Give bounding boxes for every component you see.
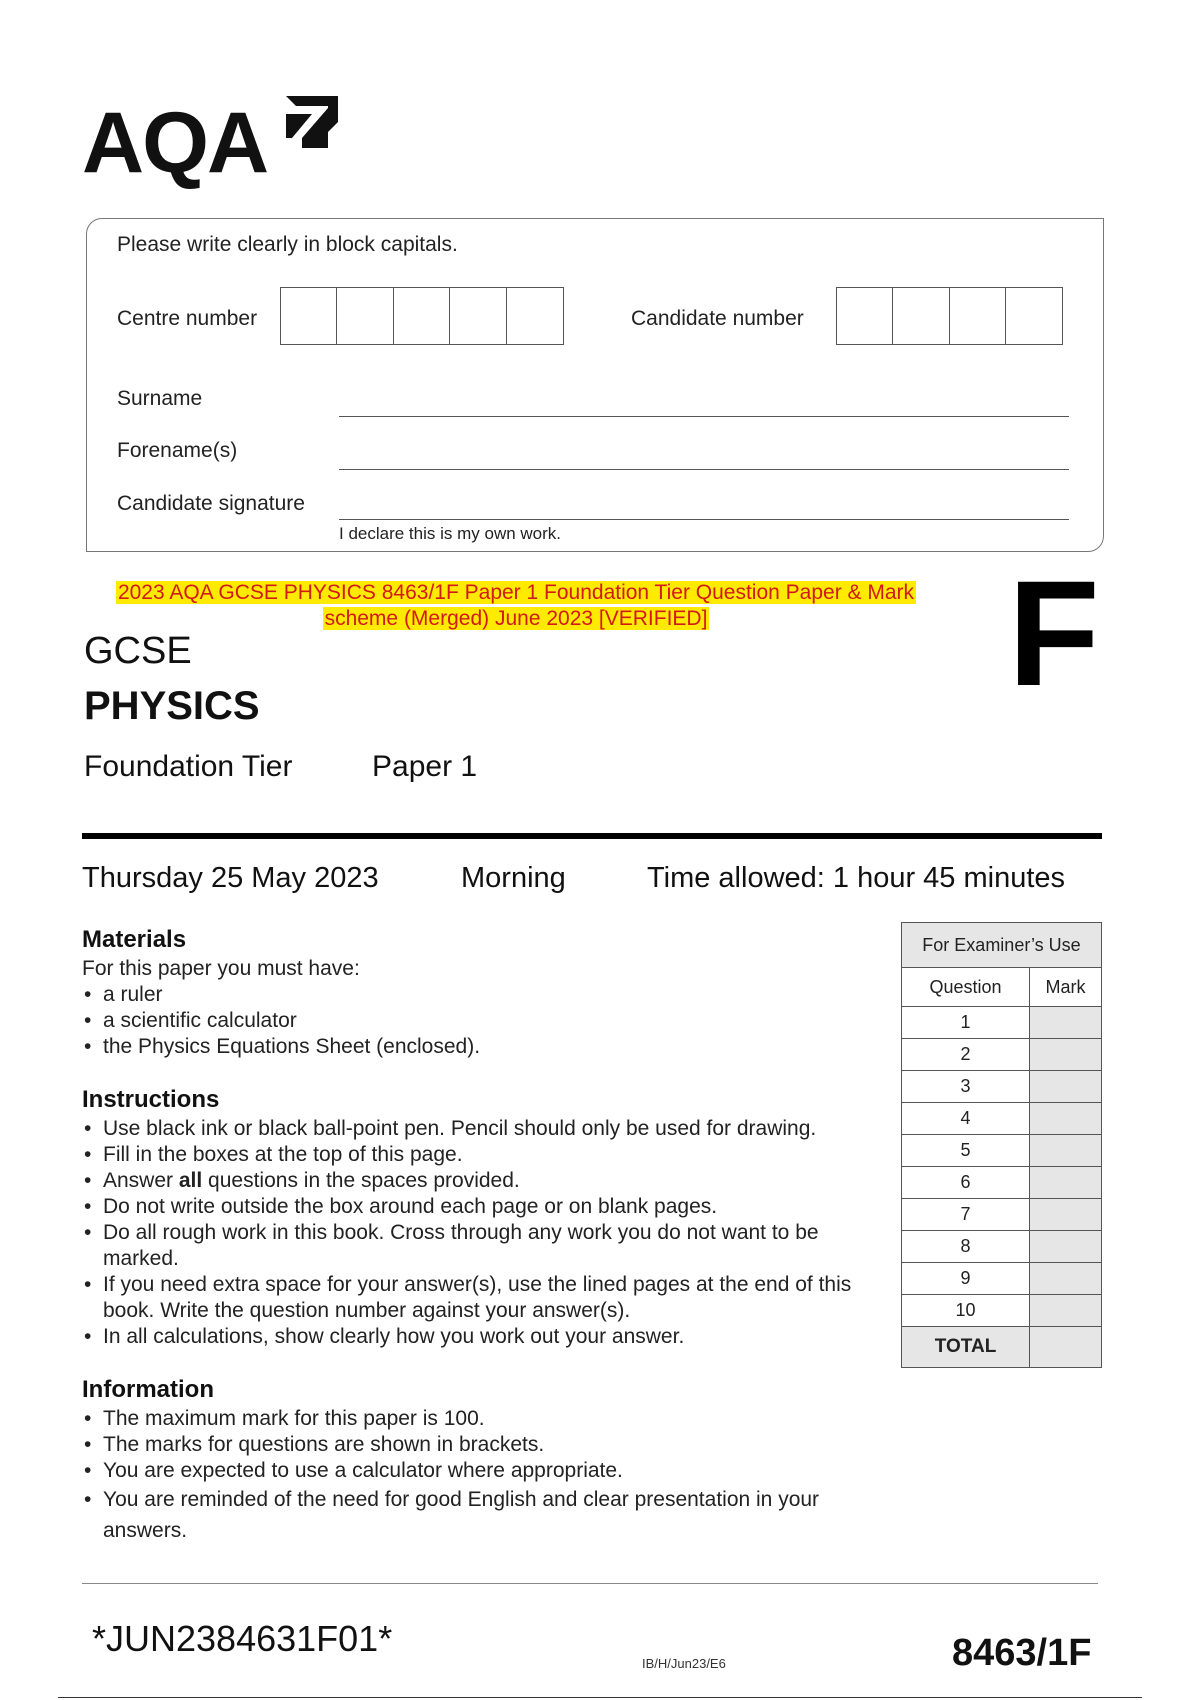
table-row [902, 1007, 1102, 1039]
candidate-digit-box[interactable] [949, 287, 1007, 345]
question-number: 7 [902, 1199, 1030, 1231]
question-number: 5 [902, 1135, 1030, 1167]
table-row [902, 1295, 1102, 1327]
centre-digit-box[interactable] [393, 287, 451, 345]
examiner-use-table [901, 922, 1102, 1368]
question-number: 9 [902, 1263, 1030, 1295]
aqa-flag-icon [282, 92, 342, 152]
candidate-digit-box[interactable] [1005, 287, 1063, 345]
table-row [902, 1135, 1102, 1167]
materials-intro: For this paper you must have: [82, 957, 360, 980]
declaration-text: I declare this is my own work. [339, 524, 562, 543]
examiner-table-title: For Examiner’s Use [902, 923, 1102, 968]
total-row [902, 1327, 1102, 1368]
candidate-details-box [86, 218, 1104, 552]
list-item: • You are reminded of the need for good English and clear presentation in your answers. [103, 1484, 823, 1546]
forename-field[interactable] [339, 469, 1069, 470]
instructions-list [82, 1116, 872, 1350]
total-label: TOTAL [902, 1327, 1030, 1368]
materials-heading: Materials [82, 926, 187, 953]
list-item: • Do all rough work in this book. Cross through any work you do not want to be marked. [103, 1220, 823, 1272]
mark-cell [1030, 1007, 1102, 1039]
barcode-text: *JUN2384631F01* [92, 1618, 393, 1659]
signature-label: Candidate signature [117, 492, 305, 515]
list-item: • a scientific calculator [103, 1008, 882, 1034]
centre-digit-box[interactable] [449, 287, 507, 345]
list-item: • a ruler [103, 982, 882, 1008]
information-list [82, 1406, 852, 1546]
tier-name: Foundation Tier [84, 750, 293, 783]
highlighted-title [86, 580, 946, 632]
mark-cell [1030, 1295, 1102, 1327]
mark-column-header: Mark [1030, 968, 1102, 1007]
aqa-logo [82, 88, 352, 198]
exam-date: Thursday 25 May 2023 [82, 862, 379, 894]
centre-digit-box[interactable] [336, 287, 394, 345]
centre-digit-box[interactable] [280, 287, 338, 345]
question-number: 10 [902, 1295, 1030, 1327]
information-heading: Information [82, 1376, 214, 1403]
candidate-number-label: Candidate number [631, 307, 804, 330]
list-item: • The marks for questions are shown in brackets. [103, 1432, 852, 1458]
surname-label: Surname [117, 387, 203, 410]
logo-text: AQA [82, 95, 268, 191]
candidate-digit-box[interactable] [836, 287, 894, 345]
table-row [902, 1263, 1102, 1295]
time-allowed: Time allowed: 1 hour 45 minutes [647, 862, 1066, 894]
mark-cell [1030, 1103, 1102, 1135]
mark-cell [1030, 1199, 1102, 1231]
list-item: • If you need extra space for your answer(s), use the lined pages at the end of this book. Write the question number against your answer(s). [103, 1272, 863, 1324]
table-row [902, 1199, 1102, 1231]
bottom-edge-rule [58, 1697, 1142, 1698]
subject-title: PHYSICS [84, 684, 260, 728]
list-item: • In all calculations, show clearly how you work out your answer. [103, 1324, 872, 1350]
highlight-line-2: scheme (Merged) June 2023 [VERIFIED] [324, 607, 708, 630]
surname-field[interactable] [339, 416, 1069, 417]
mark-cell [1030, 1071, 1102, 1103]
mark-cell [1030, 1263, 1102, 1295]
list-item: • Use black ink or black ball-point pen. Pencil should only be used for drawing. [103, 1116, 872, 1142]
total-mark-cell [1030, 1327, 1102, 1368]
list-item: • the Physics Equations Sheet (enclosed). [103, 1034, 882, 1060]
table-row [902, 1039, 1102, 1071]
instructions-section [82, 1086, 872, 1350]
question-number: 8 [902, 1231, 1030, 1263]
paper-code: 8463/1F [952, 1632, 1092, 1674]
table-row [902, 1071, 1102, 1103]
instructions-heading: Instructions [82, 1086, 220, 1113]
information-section [82, 1376, 852, 1546]
table-row [902, 1103, 1102, 1135]
question-number: 4 [902, 1103, 1030, 1135]
list-item [103, 1168, 872, 1194]
question-number: 3 [902, 1071, 1030, 1103]
paper-number: Paper 1 [372, 750, 478, 783]
question-number: 1 [902, 1007, 1030, 1039]
block-capitals-instruction: Please write clearly in block capitals. [117, 233, 458, 256]
candidate-number-field[interactable] [837, 287, 1063, 345]
list-item: • The maximum mark for this paper is 100. [103, 1406, 852, 1432]
centre-digit-box[interactable] [506, 287, 564, 345]
mark-cell [1030, 1135, 1102, 1167]
table-row [902, 1167, 1102, 1199]
question-number: 2 [902, 1039, 1030, 1071]
mark-cell [1030, 1231, 1102, 1263]
materials-list [82, 982, 882, 1060]
tier-letter: F [1008, 549, 1100, 717]
list-item: • Do not write outside the box around each page or on blank pages. [103, 1194, 872, 1220]
materials-section [82, 926, 882, 1060]
question-column-header: Question [902, 968, 1030, 1007]
centre-number-label: Centre number [117, 307, 258, 330]
centre-number-field[interactable] [281, 287, 564, 345]
table-row [902, 1231, 1102, 1263]
qualification-title: GCSE [84, 630, 192, 672]
section-divider [82, 833, 1102, 839]
signature-field[interactable] [339, 519, 1069, 520]
document-reference: IB/H/Jun23/E6 [642, 1656, 726, 1671]
mark-cell [1030, 1167, 1102, 1199]
forename-label: Forename(s) [117, 439, 238, 462]
answer-all-text: Answer all questions in the spaces provided. [103, 1169, 520, 1192]
list-item: • You are expected to use a calculator where appropriate. [103, 1458, 852, 1484]
exam-session: Morning [461, 862, 566, 894]
question-number: 6 [902, 1167, 1030, 1199]
mark-cell [1030, 1039, 1102, 1071]
candidate-digit-box[interactable] [892, 287, 950, 345]
footer-divider [82, 1583, 1098, 1584]
highlight-line-1: 2023 AQA GCSE PHYSICS 8463/1F Paper 1 Foundation Tier Question Paper & Mark [117, 581, 915, 604]
list-item: • Fill in the boxes at the top of this page. [103, 1142, 872, 1168]
